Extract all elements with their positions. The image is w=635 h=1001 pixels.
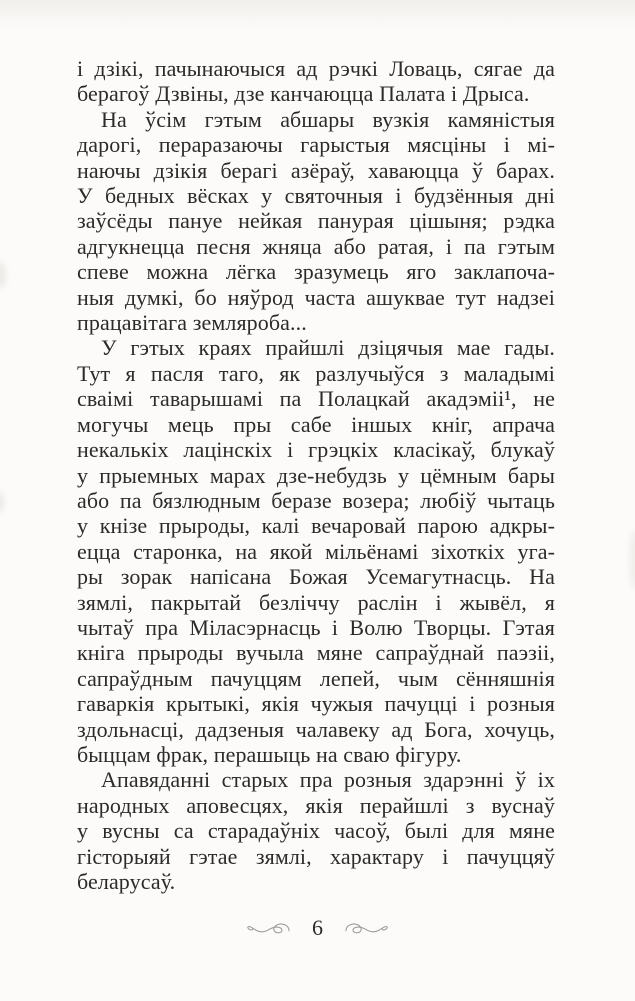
text-line: беларусаў. xyxy=(77,869,176,894)
text-line: гаваркія крытыкі, якія чужыя пачуцці і розныя xyxy=(77,691,555,717)
page-footer xyxy=(0,916,635,940)
text-line: у вусны са старадаўніх часоў, былі для мяне xyxy=(77,818,555,844)
footer-flourish-right-icon xyxy=(344,919,390,937)
text-line: На ўсім гэтым абшары вузкія камяністыя xyxy=(101,106,555,132)
text-line: здольнасці, дадзеныя чалавеку ад Бога, хочуць, xyxy=(77,716,555,742)
text-line: гісторыяй гэтае зямлі, характару і пачуццяў xyxy=(77,843,555,869)
text-line: зямлі, пакрытай безліччу раслін і жывёл, я xyxy=(77,589,555,615)
text-line: заўсёды пануе нейкая панурая цішыня; рэдка xyxy=(77,208,555,234)
scan-artifact xyxy=(629,530,635,590)
text-line: працавітага земляроба... xyxy=(77,310,307,336)
text-line: быццам фрак, перашыць на сваю фігуру. xyxy=(77,741,462,767)
scan-artifact xyxy=(0,492,4,512)
text-line: наючы дзікія берагі азёраў, хаваюцца ў барах. xyxy=(77,157,555,183)
text-line: берагоў Дзвіны, дзе канчаюцца Палата і Дрыса. xyxy=(77,81,530,107)
text-line: дарогі, пераразаючы гарыстыя мясціны і мі- xyxy=(77,132,555,158)
text-line: сапраўдным пачуццям лепей, чым сённяшнія xyxy=(77,665,555,691)
text-line: народных аповесцях, якія перайшлі з вуснаў xyxy=(77,792,555,818)
text-line: або па бязлюдным беразе возера; любіў чытаць xyxy=(77,487,555,513)
text-line: чытаў пра Міласэрнасць і Волю Творцы. Гэтая xyxy=(77,614,555,640)
text-line: ецца старонка, на якой мільёнамі зіхоткіх уга- xyxy=(77,538,555,564)
text-line: некалькіх лацінскіх і грэцкіх класікаў, блукаў xyxy=(77,437,555,463)
text-line: і дзікі, пачынаючыся ад рэчкі Ловаць, сягае да xyxy=(77,56,555,81)
text-line: у кнізе прыроды, калі вечаровай парою адкры- xyxy=(77,513,555,539)
scan-artifact xyxy=(0,262,6,288)
text-line: у прыемных марах дзе-небудзь у цёмным бары xyxy=(77,462,555,488)
text-line: могучы мець пры сабе іншых кніг, апрача xyxy=(77,411,555,437)
text-line: ныя думкі, бо няўрод часта ашуквае тут надзеі xyxy=(77,284,555,310)
scan-shading-top xyxy=(0,0,635,34)
text-line: ры зорак напісана Божая Усемагутнасць. На xyxy=(77,564,555,590)
text-line: У гэтых краях прайшлі дзіцячыя мае гады. xyxy=(101,335,555,361)
page-number: 6 xyxy=(312,915,323,940)
text-line: адгукнецца песня жняца або ратая, і па гэтым xyxy=(77,233,555,259)
footer-flourish-left-icon xyxy=(245,919,291,937)
text-line: спеве можна лёгка зразумець яго заклапоча- xyxy=(77,259,555,285)
text-line: сваімі таварышамі па Полацкай акадэміі¹, не xyxy=(77,386,555,412)
text-line: Тут я пасля таго, як разлучыўся з маладымі xyxy=(77,360,555,386)
text-line: Апавяданні старых пра розныя здарэнні ў іх xyxy=(101,767,555,793)
text-line: У бедных вёсках у святочныя і будзённыя дні xyxy=(77,183,555,209)
page-text-block xyxy=(77,56,555,894)
text-line: кніга прыроды вучыла мяне сапраўднай паэзіі, xyxy=(77,640,555,666)
